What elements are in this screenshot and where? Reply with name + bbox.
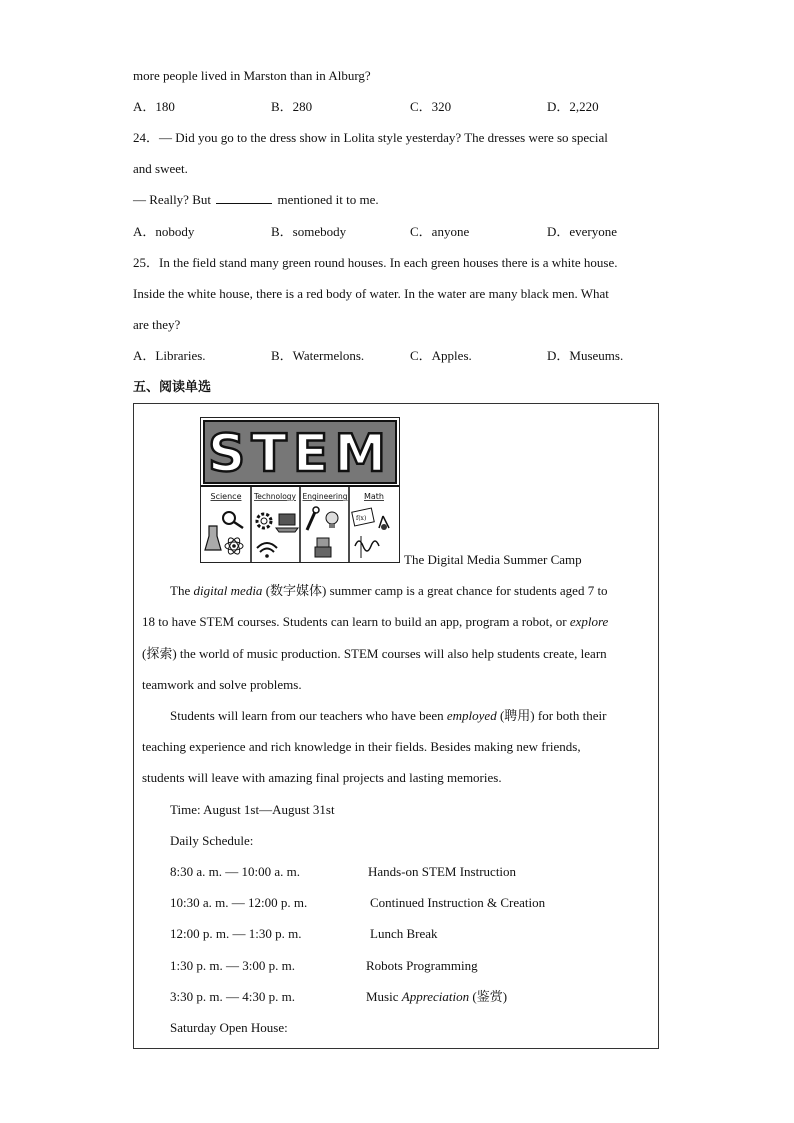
p1-text: (数字媒体) summer camp is a great chance for students aged 7 to — [262, 583, 608, 598]
q24-option-c[interactable]: C．anyone — [410, 224, 470, 239]
p2-italic-term: employed — [446, 708, 497, 723]
q24-options — [133, 223, 653, 241]
robot-icon — [315, 538, 331, 557]
q23-option-a[interactable]: A．180 — [133, 99, 175, 114]
q23-stem-tail: more people lived in Marston than in Alburg? — [133, 68, 371, 83]
q24-option-b[interactable]: B．somebody — [271, 224, 347, 239]
q25-option-a[interactable]: A．Libraries. — [133, 348, 206, 363]
q23-option-c[interactable]: C．320 — [410, 99, 452, 114]
gear-icon — [257, 514, 271, 528]
schedule-activity: Lunch Break — [370, 926, 438, 941]
atom-icon — [225, 536, 243, 556]
q25-line-1: 25．In the field stand many green round houses. In each green houses there is a white house. — [133, 255, 618, 270]
p2-line-2: teaching experience and rich knowledge in their fields. Besides making new friends, — [142, 739, 581, 754]
p2-line-3: students will leave with amazing final projects and lasting memories. — [142, 770, 502, 785]
compass-icon — [379, 516, 389, 530]
activity-text: (鉴赏) — [469, 989, 508, 1004]
laptop-icon — [276, 514, 298, 532]
p1-line-2 — [142, 613, 608, 631]
activity-text: Music — [366, 989, 402, 1004]
q24-line-1: 24．— Did you go to the dress show in Lolita style yesterday? The dresses were so special — [133, 130, 608, 145]
stem-col-engineering: Engineering — [302, 492, 348, 501]
schedule-activity — [366, 988, 507, 1006]
activity-italic-term: Appreciation — [401, 989, 470, 1004]
saturday-open-house: Saturday Open House: — [170, 1020, 288, 1035]
schedule-time: 3:30 p. m. — 4:30 p. m. — [170, 989, 295, 1004]
q24-line-3 — [133, 191, 379, 209]
wrench-icon — [307, 507, 319, 530]
q23-option-d[interactable]: D．2,220 — [547, 99, 599, 114]
q24-line-2: and sweet. — [133, 161, 188, 176]
q25-option-b[interactable]: B．Watermelons. — [271, 348, 365, 363]
schedule-time: 12:00 p. m. — 1:30 p. m. — [170, 926, 302, 941]
q24-option-a[interactable]: A．nobody — [133, 224, 195, 239]
wifi-icon — [257, 543, 277, 558]
schedule-time: 10:30 a. m. — 12:00 p. m. — [170, 895, 308, 910]
schedule-label: Daily Schedule: — [170, 833, 254, 848]
magnifier-icon — [223, 512, 243, 528]
schedule-time: 8:30 a. m. — 10:00 a. m. — [170, 864, 300, 879]
stem-col-science: Science — [210, 492, 242, 501]
p1-line-4: teamwork and solve problems. — [142, 677, 302, 692]
stem-header: STEM — [207, 424, 393, 484]
q25-option-c[interactable]: C．Apples. — [410, 348, 472, 363]
camp-time: Time: August 1st—August 31st — [170, 802, 335, 817]
stem-image — [200, 417, 400, 563]
q24-line-3-before: — Really? But — [133, 192, 215, 207]
lightbulb-icon — [326, 512, 338, 528]
stem-col-technology: Technology — [253, 492, 297, 501]
q25-line-2: Inside the white house, there is a red body of water. In the water are many black men. What — [133, 286, 609, 301]
q25-line-3: are they? — [133, 317, 181, 332]
answer-blank — [216, 191, 272, 204]
p1-italic-term: digital media — [193, 583, 263, 598]
wave-icon — [355, 536, 379, 558]
p1-text: 18 to have STEM courses. Students can learn to build an app, program a robot, or — [142, 614, 570, 629]
stem-col-math: Math — [363, 492, 385, 501]
q24-line-3-after: mentioned it to me. — [274, 192, 379, 207]
q25-options — [133, 347, 653, 365]
q24-option-d[interactable]: D．everyone — [547, 224, 618, 239]
q23-options — [133, 98, 653, 116]
section-title: 五、阅读单选 — [133, 380, 212, 395]
flask-icon — [205, 526, 221, 550]
p1-line-1 — [170, 582, 608, 600]
schedule-time: 1:30 p. m. — 3:00 p. m. — [170, 958, 295, 973]
p1-text: The — [170, 583, 194, 598]
schedule-activity: Continued Instruction & Creation — [370, 895, 546, 910]
p1-line-3: (探索) the world of music production. STEM courses will also help students create, learn — [142, 646, 607, 661]
schedule-activity: Robots Programming — [366, 958, 478, 973]
p1-italic-term: explore — [569, 614, 609, 629]
schedule-activity: Hands-on STEM Instruction — [368, 864, 517, 879]
svg-text:f(x): f(x) — [356, 515, 367, 522]
camp-title: The Digital Media Summer Camp — [404, 552, 582, 567]
p2-text: (聘用) for both their — [496, 708, 607, 723]
p2-text: Students will learn from our teachers who have been — [170, 708, 447, 723]
q23-option-b[interactable]: B．280 — [271, 99, 313, 114]
p2-line-1 — [170, 707, 606, 725]
formula-icon — [352, 508, 374, 526]
q25-option-d[interactable]: D．Museums. — [547, 348, 624, 363]
